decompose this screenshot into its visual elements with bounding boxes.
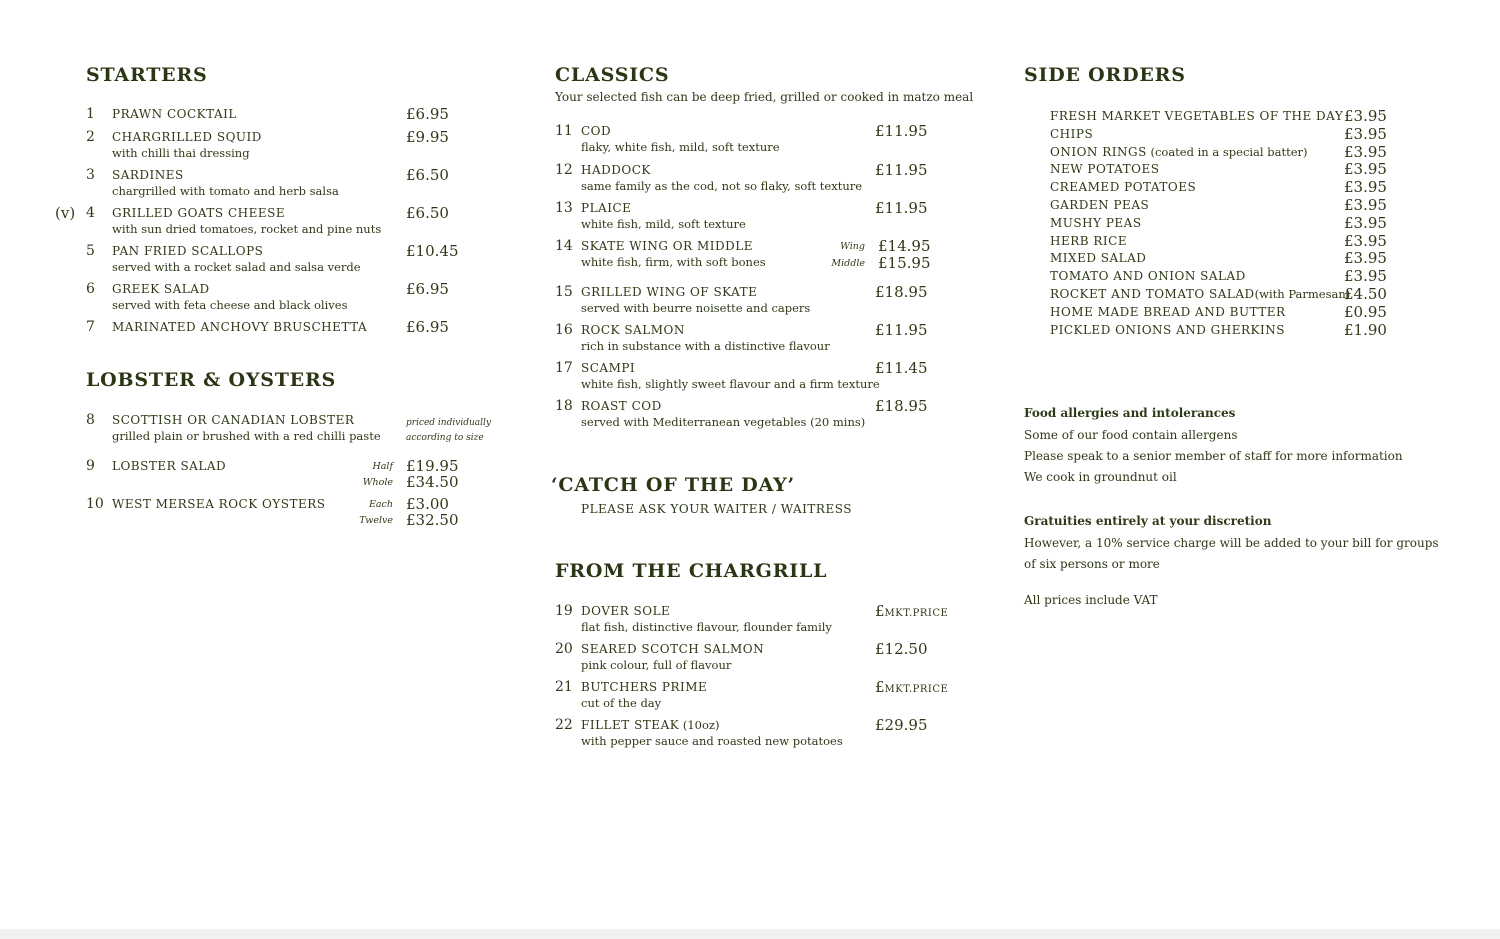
item-description: white fish, firm, with soft bones: [581, 255, 766, 269]
catch-note-text: PLEASE ASK YOUR WAITER / WAITRESS: [581, 502, 852, 516]
item-number: 8: [86, 412, 95, 428]
side-item-price: £3.95: [1344, 107, 1387, 125]
item-description: grilled plain or brushed with a red chilli paste: [112, 429, 381, 443]
item-description: served with feta cheese and black olives: [112, 298, 348, 312]
item-name: HADDOCK: [581, 163, 651, 177]
side-item-name: NEW POTATOES: [1050, 162, 1160, 177]
item-description: with chilli thai dressing: [112, 146, 250, 160]
item-price: £11.95: [875, 122, 928, 140]
gratuity-line: of six persons or more: [1024, 557, 1160, 571]
side-item-price: £3.95: [1344, 249, 1387, 268]
price-label: Half: [372, 461, 393, 472]
item-number: 9: [86, 458, 95, 474]
item-name: SCAMPI: [581, 361, 636, 375]
item-name: CHARGRILLED SQUID: [112, 130, 262, 144]
item-name: SKATE WING OR MIDDLE: [581, 239, 753, 253]
side-item: [1050, 303, 1395, 321]
side-item-name: FRESH MARKET VEGETABLES OF THE DAY: [1050, 109, 1344, 123]
item-description: flat fish, distinctive flavour, flounder family: [581, 620, 832, 634]
item-price: £3.00: [406, 495, 449, 513]
item-number: 6: [86, 281, 95, 297]
item-price: £6.95: [406, 105, 449, 123]
item-price: £6.50: [406, 166, 449, 184]
side-item: [1050, 232, 1395, 250]
item-price: £18.95: [875, 283, 928, 301]
item-price: £11.95: [875, 199, 928, 217]
item-number: 4: [86, 205, 95, 221]
item-number: 19: [555, 603, 573, 619]
side-item: [1050, 107, 1395, 125]
item-number: 17: [555, 360, 573, 376]
classics-subtitle: Your selected fish can be deep fried, grilled or cooked in matzo meal: [555, 90, 974, 104]
item-name: GRILLED GOATS CHEESE: [112, 206, 286, 220]
item-description: cut of the day: [581, 696, 662, 710]
side-item-name: GARDEN PEAS: [1050, 197, 1150, 212]
side-item-name: HERB RICE: [1050, 233, 1128, 248]
item-name: SARDINES: [112, 168, 184, 182]
item-description: with sun dried tomatoes, rocket and pine nuts: [112, 222, 382, 236]
classics-title: CLASSICS: [555, 64, 670, 86]
item-price: £11.95: [875, 161, 928, 179]
item-name: BUTCHERS PRIME: [581, 680, 708, 694]
side-item-price: £3.95: [1344, 160, 1387, 179]
item-price: £29.95: [875, 716, 928, 734]
item-number: 13: [555, 200, 573, 216]
side-item-price: £1.90: [1344, 320, 1387, 339]
item-name: DOVER SOLE: [581, 604, 671, 618]
item-name: PRAWN COCKTAIL: [112, 107, 237, 121]
item-number: 15: [555, 284, 573, 300]
item-number: 10: [86, 496, 104, 512]
item-price: £MKT.PRICE: [875, 678, 949, 696]
side-item: [1050, 214, 1395, 232]
price-label: Twelve: [359, 515, 393, 526]
item-price: £12.50: [875, 640, 928, 658]
item-number: 3: [86, 167, 95, 183]
allergy-line: We cook in groundnut oil: [1024, 470, 1177, 484]
item-number: 7: [86, 319, 95, 335]
item-name: GREEK SALAD: [112, 282, 210, 296]
item-number: 22: [555, 717, 573, 733]
side-item: [1050, 160, 1395, 178]
item-price: £18.95: [875, 397, 928, 415]
item-number: 20: [555, 641, 573, 657]
item-name: SEARED SCOTCH SALMON: [581, 642, 765, 656]
item-name: PAN FRIED SCALLOPS: [112, 244, 264, 258]
side-item-price: £3.95: [1344, 213, 1387, 232]
item-price: £10.45: [406, 242, 459, 260]
item-name: MARINATED ANCHOVY BRUSCHETTA: [112, 320, 368, 334]
price-label: Each: [368, 499, 393, 510]
item-price: £9.95: [406, 128, 449, 146]
item-description: flaky, white fish, mild, soft texture: [581, 140, 780, 154]
item-name: COD: [581, 124, 612, 138]
item-price: £32.50: [406, 511, 459, 529]
page-bottom-bar: [0, 929, 1500, 939]
side-item-price: £3.95: [1344, 142, 1387, 161]
side-item-price: £3.95: [1344, 195, 1387, 214]
item-name: PLAICE: [581, 201, 632, 215]
side-item-price: £4.50: [1344, 284, 1387, 303]
item-number: 16: [555, 322, 573, 338]
side-item-name: ONION RINGS (coated in a special batter): [1050, 144, 1308, 159]
price-note: according to size: [406, 433, 484, 443]
side-item-name: MIXED SALAD: [1050, 251, 1147, 266]
item-number: 21: [555, 679, 573, 695]
item-price: £6.95: [406, 318, 449, 336]
vat-note: All prices include VAT: [1024, 593, 1158, 607]
side-item-price: £3.95: [1344, 178, 1387, 197]
item-description: with pepper sauce and roasted new potatoes: [581, 734, 843, 748]
item-name: GRILLED WING OF SKATE: [581, 285, 758, 299]
side-item: [1050, 285, 1395, 303]
item-name: SCOTTISH OR CANADIAN LOBSTER: [112, 413, 355, 427]
side-orders-title: SIDE ORDERS: [1024, 64, 1186, 86]
side-item-name: CHIPS: [1050, 126, 1094, 141]
price-label: Whole: [362, 477, 393, 488]
item-number: 2: [86, 129, 95, 145]
side-item-price: £3.95: [1344, 231, 1387, 250]
item-price: £34.50: [406, 473, 459, 491]
side-item-price: £3.95: [1344, 267, 1387, 286]
side-item: [1050, 267, 1395, 285]
item-number: 14: [555, 238, 573, 254]
side-item-name: CREAMED POTATOES: [1050, 180, 1197, 195]
gratuity-heading: Gratuities entirely at your discretion: [1024, 514, 1272, 528]
item-number: 12: [555, 162, 573, 178]
item-price: £11.45: [875, 359, 928, 377]
item-price: £11.95: [875, 321, 928, 339]
price-label: Middle: [831, 258, 865, 269]
item-description: served with a rocket salad and salsa verde: [112, 260, 361, 274]
starters-title: STARTERS: [86, 64, 208, 86]
item-price: £15.95: [878, 254, 931, 272]
allergy-line: Please speak to a senior member of staff for more information: [1024, 449, 1403, 463]
item-description: same family as the cod, not so flaky, soft texture: [581, 179, 863, 193]
side-item: [1050, 321, 1395, 339]
price-label: Wing: [840, 241, 865, 252]
side-item-name: PICKLED ONIONS AND GHERKINS: [1050, 322, 1285, 337]
item-price: £MKT.PRICE: [875, 602, 949, 620]
gratuity-line: However, a 10% service charge will be added to your bill for groups: [1024, 536, 1439, 550]
allergy-line: Some of our food contain allergens: [1024, 428, 1238, 442]
side-item-price: £0.95: [1344, 302, 1387, 321]
item-name: ROCK SALMON: [581, 323, 685, 337]
item-description: white fish, mild, soft texture: [581, 217, 746, 231]
price-note: priced individually: [406, 418, 491, 428]
item-price: £14.95: [878, 237, 931, 255]
item-name: ROAST COD: [581, 399, 662, 413]
item-name: WEST MERSEA ROCK OYSTERS: [112, 497, 326, 511]
item-description: served with Mediterranean vegetables (20 mins): [581, 415, 866, 429]
lobster-oysters-title: LOBSTER & OYSTERS: [86, 369, 337, 391]
side-item: [1050, 196, 1395, 214]
item-price: £19.95: [406, 457, 459, 475]
side-item: [1050, 143, 1395, 161]
catch-of-the-day-title: ‘CATCH OF THE DAY’: [551, 474, 795, 496]
chargrill-title: FROM THE CHARGRILL: [555, 560, 828, 582]
item-description: chargrilled with tomato and herb salsa: [112, 184, 339, 198]
allergy-heading: Food allergies and intolerances: [1024, 406, 1236, 420]
item-number: 1: [86, 106, 95, 122]
side-item-name: ROCKET AND TOMATO SALAD(with Parmesan): [1050, 286, 1351, 301]
item-price: £6.50: [406, 204, 449, 222]
side-item: [1050, 178, 1395, 196]
side-item-price: £3.95: [1344, 124, 1387, 143]
item-description: pink colour, full of flavour: [581, 658, 732, 672]
side-item: [1050, 249, 1395, 267]
vegetarian-mark: (v): [55, 204, 76, 222]
side-item-name: TOMATO AND ONION SALAD: [1050, 269, 1246, 284]
side-item-name: HOME MADE BREAD AND BUTTER: [1050, 304, 1286, 319]
item-number: 11: [555, 123, 573, 139]
side-item: [1050, 125, 1395, 143]
item-name: FILLET STEAK (10oz): [581, 718, 720, 732]
item-number: 18: [555, 398, 573, 414]
item-price: £6.95: [406, 280, 449, 298]
item-number: 5: [86, 243, 95, 259]
item-description: served with beurre noisette and capers: [581, 301, 811, 315]
item-description: white fish, slightly sweet flavour and a firm texture: [581, 377, 880, 391]
side-item-name: MUSHY PEAS: [1050, 215, 1142, 230]
side-orders-list: [1050, 107, 1395, 338]
item-name: LOBSTER SALAD: [112, 459, 227, 473]
item-description: rich in substance with a distinctive flavour: [581, 339, 830, 353]
